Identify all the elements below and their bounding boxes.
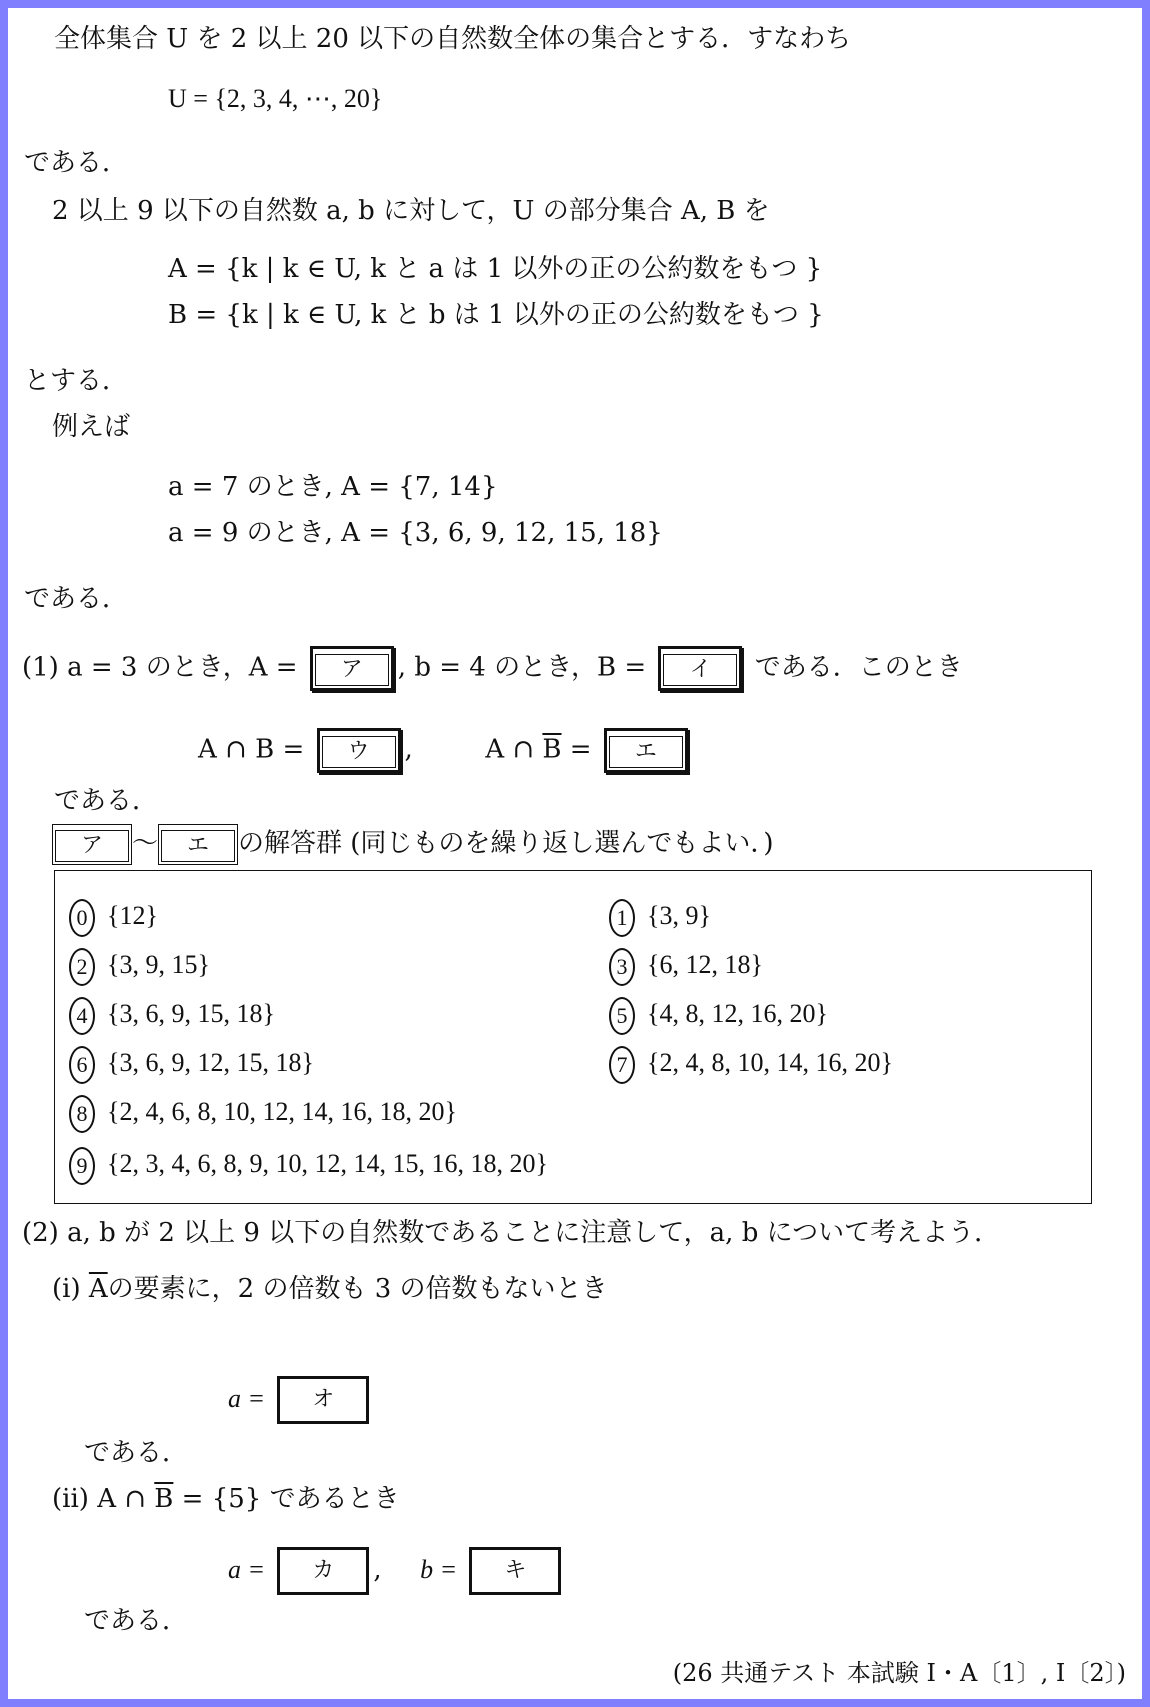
choice-8[interactable]: 8 {2, 4, 6, 8, 10, 12, 14, 16, 18, 20} — [69, 1095, 457, 1133]
choice-9[interactable]: 9 {2, 3, 4, 6, 8, 9, 10, 12, 14, 15, 16, 18, 20} — [69, 1147, 548, 1185]
sub-i-equation: a = オ — [228, 1376, 373, 1424]
intro-line-8: 例えば — [52, 412, 131, 442]
circled-number-1: 1 — [609, 899, 635, 937]
circled-number-4: 4 — [69, 997, 95, 1035]
circled-number-9: 9 — [69, 1147, 95, 1185]
sub-ii-equations: a = カ , b = キ — [228, 1547, 565, 1595]
part1-tail: である． — [54, 786, 159, 816]
intro-line-7: とする． — [24, 366, 129, 396]
part2-question: (2) a, b が 2 以上 9 以下の自然数であることに注意して，a, b について考えよう． — [22, 1218, 1001, 1248]
source-citation: (26 共通テスト 本試験 I・A〔1〕, I〔2〕) — [672, 1659, 1126, 1687]
sub-i-tail: である． — [84, 1438, 189, 1468]
answer-box-ka[interactable]: カ — [277, 1547, 369, 1595]
sub-ii-label: (ii) — [52, 1484, 89, 1514]
part2-sub-i: (i) $\overline{A}$の要素に，2 の倍数も 3 の倍数もないとき — [52, 1274, 608, 1304]
choice-4[interactable]: 4 {3, 6, 9, 15, 18} — [69, 997, 275, 1035]
intro-line-4: 2 以上 9 以下の自然数 a, b に対して，U の部分集合 A, B を — [52, 196, 770, 226]
example-2: a = 9 のとき, A = {3, 6, 9, 12, 15, 18} — [168, 518, 663, 548]
choices-heading: ア 〜 エ の解答群 (同じものを繰り返し選んでもよい．) — [52, 824, 774, 865]
part1-text-c: である．このとき — [754, 652, 963, 683]
example-1: a = 7 のとき, A = {7, 14} — [168, 472, 498, 502]
set-A-definition: A = {k | k ∈ U, k と a は 1 以外の正の公約数をもつ } — [168, 254, 823, 284]
universe-set: U = {2, 3, 4, ⋯, 20} — [168, 84, 383, 113]
circled-number-8: 8 — [69, 1095, 95, 1133]
problem-page — [8, 8, 1142, 1699]
part1-question — [22, 646, 963, 691]
part2-label: (2) — [22, 1218, 59, 1248]
sub-i-label: (i) — [52, 1274, 81, 1304]
answer-box-i[interactable]: イ — [658, 646, 742, 691]
B-complement: $\overline{B}$ — [542, 734, 562, 765]
part1-label: (1) — [22, 652, 59, 683]
circled-number-5: 5 — [609, 997, 635, 1035]
choice-0[interactable]: 0 {12} — [69, 899, 158, 937]
choice-6[interactable]: 6 {3, 6, 9, 12, 15, 18} — [69, 1046, 314, 1084]
choice-3[interactable]: 3 {6, 12, 18} — [609, 948, 763, 986]
circled-number-6: 6 — [69, 1046, 95, 1084]
choice-1[interactable]: 1 {3, 9} — [609, 899, 711, 937]
circled-number-0: 0 — [69, 899, 95, 937]
answer-box-a[interactable]: ア — [310, 646, 394, 691]
intro-line-1: 全体集合 U を 2 以上 20 以下の自然数全体の集合とする．すなわち — [54, 24, 852, 54]
B-complement: $\overline{B}$ — [154, 1484, 174, 1514]
choice-2[interactable]: 2 {3, 9, 15} — [69, 948, 210, 986]
choice-5[interactable]: 5 {4, 8, 12, 16, 20} — [609, 997, 828, 1035]
eq2-lhs-A: A ∩ — [485, 734, 543, 765]
A-complement: $\overline{A}$ — [88, 1274, 108, 1304]
ref-box-e: エ — [158, 824, 238, 865]
ref-box-a: ア — [52, 824, 132, 865]
circled-number-3: 3 — [609, 948, 635, 986]
circled-number-7: 7 — [609, 1046, 635, 1084]
choice-7[interactable]: 7 {2, 4, 8, 10, 14, 16, 20} — [609, 1046, 893, 1084]
sub-ii-tail: である． — [84, 1606, 189, 1636]
answer-box-ki[interactable]: キ — [469, 1547, 561, 1595]
part1-text-a: a = 3 のとき，A = — [67, 652, 298, 683]
answer-box-o[interactable]: オ — [277, 1376, 369, 1424]
answer-choices-box — [54, 870, 1092, 1204]
circled-number-2: 2 — [69, 948, 95, 986]
set-B-definition: B = {k | k ∈ U, k と b は 1 以外の正の公約数をもつ } — [168, 300, 824, 330]
part1-text-b: , b = 4 のとき，B = — [397, 652, 647, 683]
intro-line-3: である． — [24, 148, 129, 178]
intro-line-11: である． — [24, 584, 129, 614]
part2-sub-ii: (ii) A ∩ $\overline{B} = \{5\}$ であるとき — [52, 1484, 400, 1514]
eq1-lhs: A ∩ B = — [198, 734, 305, 765]
answer-box-e[interactable]: エ — [604, 728, 688, 773]
answer-box-u[interactable]: ウ — [317, 728, 401, 773]
part1-equations: A ∩ B = ウ , A ∩ $\overline{B}$ = エ — [198, 728, 692, 773]
